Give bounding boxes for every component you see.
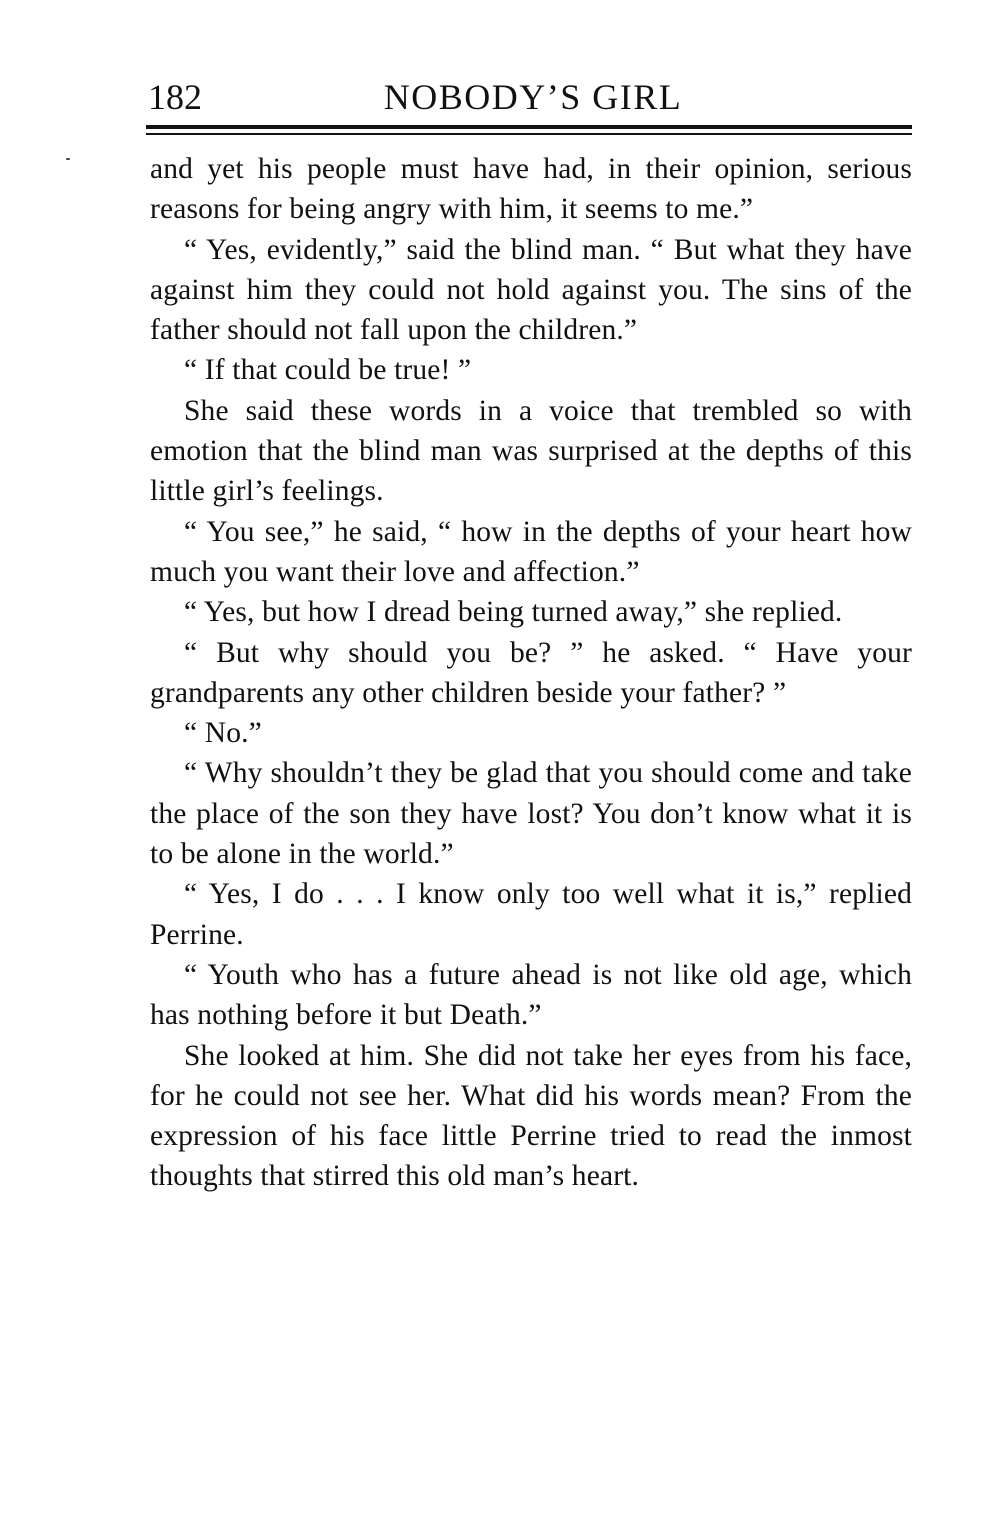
header-rule-thin [146,133,912,135]
paragraph: “ Yes, but how I dread being turned away,” she replied. [184,596,843,629]
paragraph: “ If that could be true! ” [184,354,472,387]
paragraph: “ No.” [184,717,262,750]
paragraph: She looked at him. She did not take her eyes from his face, for he could not see her. What did his words mean? From the expression of his face little Perrine tried to read the inmost thoughts that stirred this old man’s heart. [150,1039,912,1193]
paragraph: “ Yes, evidently,” said the blind man. “ But what they have against him they could not hold against you. The sins of the father should not fall upon the children.” [150,233,912,347]
paragraph: “ Youth who has a future ahead is not like old age, which has nothing before it but Death.” [150,958,912,1032]
paragraph: “ Yes, I do . . . I know only too well what it is,” replied Perrine. [150,878,912,951]
paragraph: “ You see,” he said, “ how in the depths of your heart how much you want their love and affection.” [150,515,912,588]
header-rule-thick [146,125,912,129]
paragraph: She said these words in a voice that trembled so with emotion that the blind man was surprised at the depths of this little girl’s feelings. [150,394,912,508]
running-header [148,72,912,122]
paragraph: “ But why should you be? ” he asked. “ Have your grandparents any other children beside your father? ” [150,636,912,709]
running-title: NOBODY’S GIRL [383,77,683,117]
page-number: 182 [148,77,202,117]
paragraph: “ Why shouldn’t they be glad that you should come and take the place of the son they have lost? You don’t know what it is to be alone in the world.” [150,757,912,871]
paragraph: and yet his people must have had, in their opinion, serious reasons for being angry with him, it seems to me.” [150,153,912,226]
body-text [150,149,912,1197]
print-speck [66,158,70,160]
